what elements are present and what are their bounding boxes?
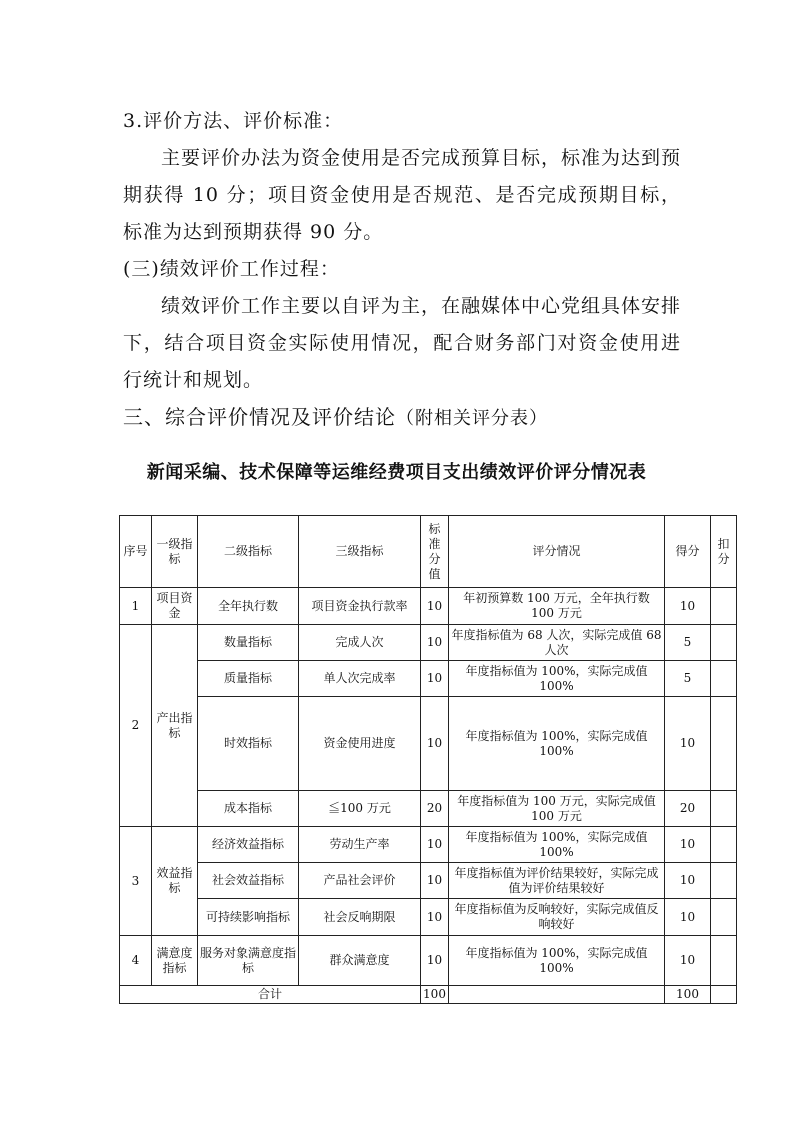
cell-level3: 完成人次 <box>299 625 421 661</box>
table-row <box>120 697 737 791</box>
cell-seq: 1 <box>120 588 152 625</box>
cell-deduct <box>711 697 737 791</box>
cell-level3: 资金使用进度 <box>299 697 421 791</box>
cell-deduct <box>711 625 737 661</box>
cell-level1: 项目资金 <box>152 588 198 625</box>
cell-level2: 社会效益指标 <box>198 863 299 899</box>
cell-level2: 数量指标 <box>198 625 299 661</box>
header-score: 得分 <box>665 516 711 588</box>
cell-level3: 劳动生产率 <box>299 827 421 863</box>
cell-level3: 群众满意度 <box>299 936 421 986</box>
cell-deduct <box>711 863 737 899</box>
cell-level1: 产出指标 <box>152 625 198 827</box>
table-total-row <box>120 986 737 1004</box>
cell-level1: 满意度指标 <box>152 936 198 986</box>
cell-score: 5 <box>665 625 711 661</box>
cell-score: 20 <box>665 791 711 827</box>
cell-level3: 社会反响期限 <box>299 899 421 936</box>
total-description <box>449 986 665 1004</box>
section-heading-process: (三)绩效评价工作过程： <box>123 258 340 280</box>
cell-standard: 20 <box>421 791 449 827</box>
cell-description: 年度指标值为 100%，实际完成值 100% <box>449 661 665 697</box>
cell-level2: 成本指标 <box>198 791 299 827</box>
table-row <box>120 899 737 936</box>
header-level3: 三级指标 <box>299 516 421 588</box>
cell-description: 年度指标值为 100%，实际完成值 100% <box>449 936 665 986</box>
cell-level3: 项目资金执行款率 <box>299 588 421 625</box>
header-level1: 一级指标 <box>152 516 198 588</box>
cell-standard: 10 <box>421 827 449 863</box>
table-header-row <box>120 516 737 588</box>
cell-description: 年初预算数 100 万元，全年执行数 100 万元 <box>449 588 665 625</box>
cell-description: 年度指标值为评价结果较好，实际完成值为评价结果较好 <box>449 863 665 899</box>
header-seq: 序号 <box>120 516 152 588</box>
cell-level2: 质量指标 <box>198 661 299 697</box>
cell-standard: 10 <box>421 661 449 697</box>
cell-level3: ≦100 万元 <box>299 791 421 827</box>
cell-score: 10 <box>665 827 711 863</box>
table-row <box>120 827 737 863</box>
cell-score: 10 <box>665 697 711 791</box>
cell-deduct <box>711 827 737 863</box>
cell-description: 年度指标值为 100%，实际完成值 100% <box>449 697 665 791</box>
cell-standard: 10 <box>421 697 449 791</box>
cell-score: 5 <box>665 661 711 697</box>
process-paragraph: 绩效评价工作主要以自评为主，在融媒体中心党组具体安排下，结合项目资金实际使用情况，配合财务部门对资金使用进行统计和规划。 <box>123 295 682 391</box>
cell-score: 10 <box>665 863 711 899</box>
cell-level1: 效益指标 <box>152 827 198 936</box>
total-label: 合计 <box>120 986 421 1004</box>
cell-deduct <box>711 791 737 827</box>
total-deduct <box>711 986 737 1004</box>
table-row <box>120 661 737 697</box>
cell-description: 年度指标值为 100 万元，实际完成值 100 万元 <box>449 791 665 827</box>
cell-deduct <box>711 936 737 986</box>
cell-description: 年度指标值为 68 人次，实际完成值 68 人次 <box>449 625 665 661</box>
cell-level2: 经济效益指标 <box>198 827 299 863</box>
cell-seq: 3 <box>120 827 152 936</box>
cell-deduct <box>711 661 737 697</box>
header-description: 评分情况 <box>449 516 665 588</box>
header-deduct: 扣分 <box>711 516 737 588</box>
table-title: 新闻采编、技术保障等运维经费项目支出绩效评价评分情况表 <box>146 462 647 483</box>
table-row <box>120 625 737 661</box>
cell-level3: 产品社会评价 <box>299 863 421 899</box>
cell-level3: 单人次完成率 <box>299 661 421 697</box>
cell-standard: 10 <box>421 863 449 899</box>
cell-standard: 10 <box>421 899 449 936</box>
cell-deduct <box>711 588 737 625</box>
cell-level2: 时效指标 <box>198 697 299 791</box>
total-score: 100 <box>665 986 711 1004</box>
methods-paragraph: 主要评价办法为资金使用是否完成预算目标，标准为达到预期获得 10 分；项目资金使用是否规范、是否完成预期目标，标准为达到预期获得 90 分。 <box>123 147 682 243</box>
cell-standard: 10 <box>421 936 449 986</box>
cell-seq: 2 <box>120 625 152 827</box>
cell-description: 年度指标值为反响较好，实际完成值反响较好 <box>449 899 665 936</box>
cell-seq: 4 <box>120 936 152 986</box>
header-level2: 二级指标 <box>198 516 299 588</box>
cell-score: 10 <box>665 588 711 625</box>
cell-level2: 全年执行数 <box>198 588 299 625</box>
cell-standard: 10 <box>421 588 449 625</box>
table-row <box>120 863 737 899</box>
cell-score: 10 <box>665 936 711 986</box>
section-heading-conclusion <box>123 399 683 437</box>
table-row <box>120 936 737 986</box>
cell-level2: 服务对象满意度指标 <box>198 936 299 986</box>
section-heading-methods: 3.评价方法、评价标准： <box>123 110 344 132</box>
cell-score: 10 <box>665 899 711 936</box>
header-standard: 标准分值 <box>421 516 449 588</box>
table-row <box>120 588 737 625</box>
total-standard: 100 <box>421 986 449 1004</box>
cell-level2: 可持续影响指标 <box>198 899 299 936</box>
table-row <box>120 791 737 827</box>
cell-deduct <box>711 899 737 936</box>
conclusion-heading-text: 三、综合评价情况及评价结论 <box>123 405 396 429</box>
cell-description: 年度指标值为 100%，实际完成值 100% <box>449 827 665 863</box>
cell-standard: 10 <box>421 625 449 661</box>
conclusion-heading-note: （附相关评分表） <box>396 408 548 429</box>
score-table <box>119 515 737 1004</box>
